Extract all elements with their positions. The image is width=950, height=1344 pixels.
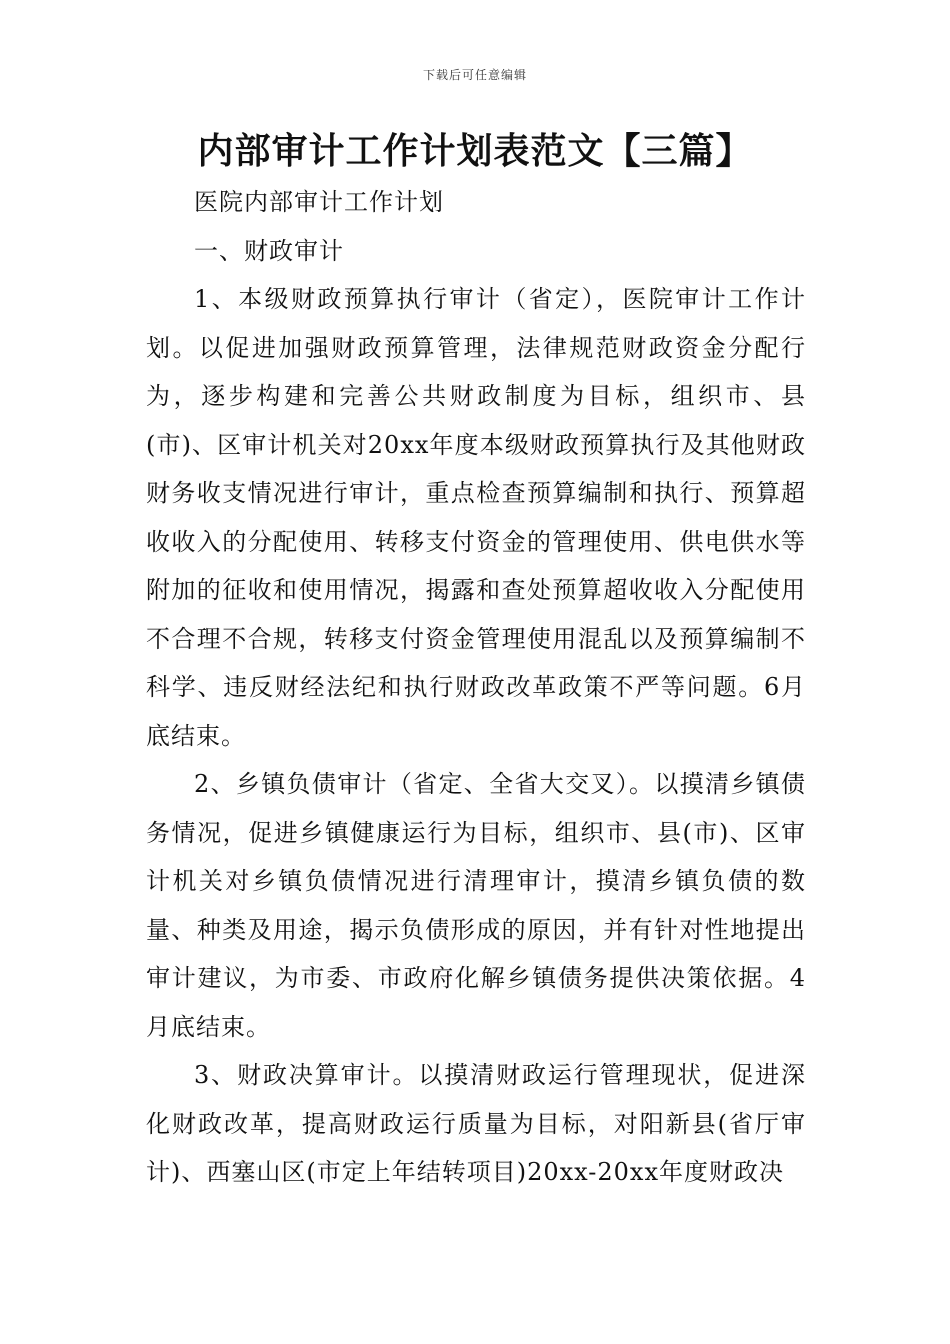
subtitle-paragraph: 医院内部审计工作计划 <box>194 188 444 216</box>
body-paragraph: 1、本级财政预算执行审计（省定），医院审计工作计划。以促进加强财政预算管理，法律规范财政资金分配行为，逐步构建和完善公共财政制度为目标，组织市、县(市)、区审计机关对20xx年度本级财政预算执行及其他财政财务收支情况进行审计，重点检查预算编制和执行、预算超收收入的分配使用、转移支付资金的管理使用、供电供水等附加的征收和使用情况，揭露和查处预算超收收入分配使用不合理不合规，转移支付资金管理使用混乱以及预算编制不科学、违反财经法纪和执行财政改革政策不严等问题。6月底结束。 <box>146 285 806 750</box>
header-note: 下载后可任意编辑 <box>422 68 527 82</box>
body-paragraph: 2、乡镇负债审计（省定、全省大交叉）。以摸清乡镇债务情况，促进乡镇健康运行为目标，组织市、县(市)、区审计机关对乡镇负债情况进行清理审计，摸清乡镇负债的数量、种类及用途，揭示负债形成的原因，并有针对性地提出审计建议，为市委、市政府化解乡镇债务提供决策依据。4月底结束。 <box>146 770 806 1041</box>
section-heading: 一、财政审计 <box>194 236 344 265</box>
document-title: 内部审计工作计划表范文【三篇】 <box>197 131 753 172</box>
body-paragraph: 3、财政决算审计。以摸清财政运行管理现状，促进深化财政改革，提高财政运行质量为目标，对阳新县(省厅审计)、西塞山区(市定上年结转项目)20xx-20xx年度财政决 <box>146 1061 806 1186</box>
document-body <box>146 178 806 1197</box>
